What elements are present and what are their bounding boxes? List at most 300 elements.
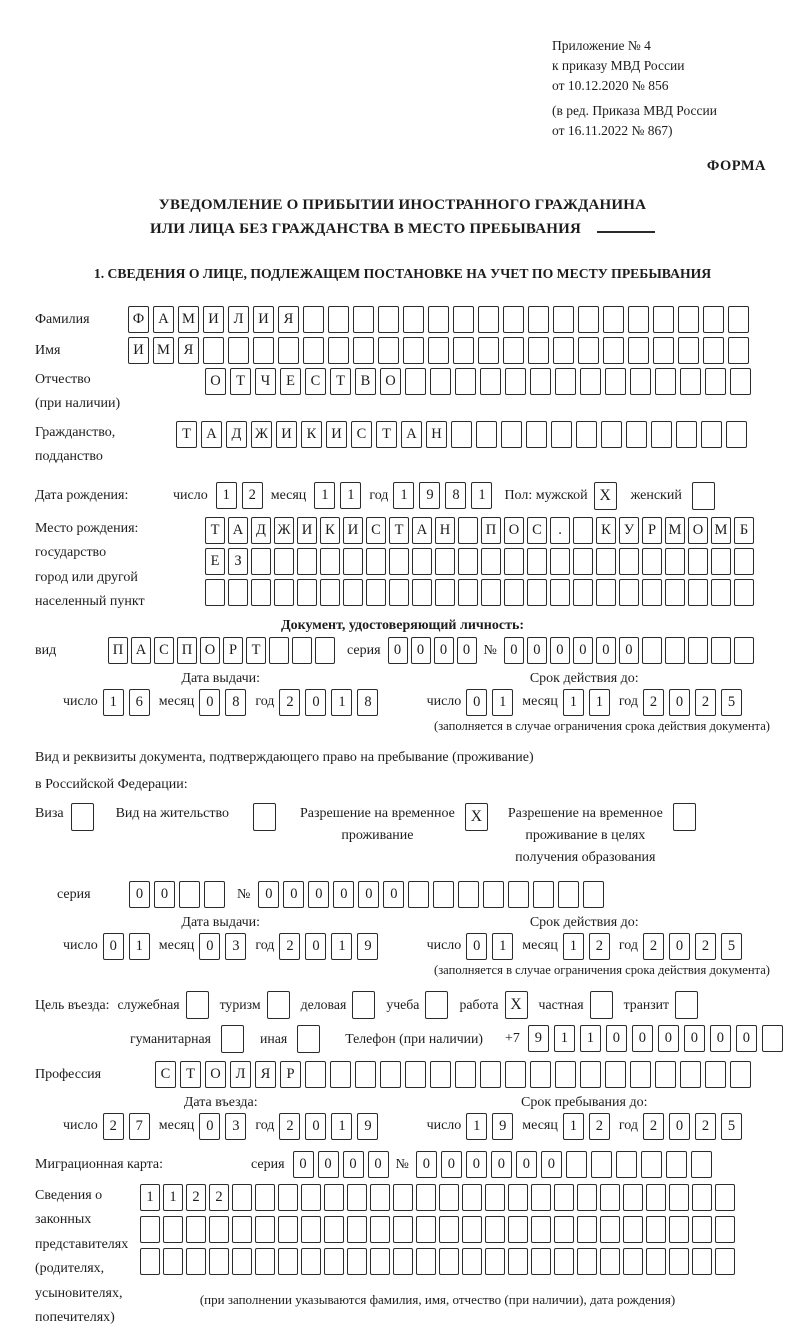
char-cell[interactable]: 0	[606, 1025, 627, 1052]
char-cell[interactable]: М	[665, 517, 685, 544]
char-cell[interactable]: 0	[658, 1025, 679, 1052]
char-cell[interactable]	[462, 1216, 482, 1243]
char-cell[interactable]: 0	[669, 689, 690, 716]
char-cell[interactable]	[555, 1061, 576, 1088]
char-cell[interactable]: А	[131, 637, 151, 664]
char-cell[interactable]	[378, 337, 399, 364]
char-cell[interactable]	[451, 421, 472, 448]
char-cell[interactable]: 0	[736, 1025, 757, 1052]
char-cell[interactable]	[353, 337, 374, 364]
char-cell[interactable]	[455, 1061, 476, 1088]
char-cell[interactable]	[665, 579, 685, 606]
char-cell[interactable]	[666, 1151, 687, 1178]
char-cell[interactable]	[301, 1216, 321, 1243]
char-cell[interactable]	[405, 1061, 426, 1088]
char-cell[interactable]: Л	[228, 306, 249, 333]
char-cell[interactable]: И	[276, 421, 297, 448]
char-cell[interactable]: 5	[721, 689, 742, 716]
char-cell[interactable]	[630, 1061, 651, 1088]
purpose-work-checkbox[interactable]: X	[505, 991, 528, 1019]
char-cell[interactable]	[554, 1216, 574, 1243]
char-cell[interactable]	[623, 1184, 643, 1211]
char-cell[interactable]: 0	[491, 1151, 512, 1178]
char-cell[interactable]	[703, 337, 724, 364]
char-cell[interactable]	[728, 337, 749, 364]
char-cell[interactable]	[628, 337, 649, 364]
char-cell[interactable]	[435, 548, 455, 575]
char-cell[interactable]	[393, 1248, 413, 1275]
char-cell[interactable]: О	[504, 517, 524, 544]
char-cell[interactable]: 0	[305, 1113, 326, 1140]
char-cell[interactable]	[370, 1184, 390, 1211]
char-cell[interactable]	[343, 579, 363, 606]
char-cell[interactable]: О	[205, 368, 226, 395]
char-cell[interactable]	[204, 881, 225, 908]
char-cell[interactable]	[347, 1248, 367, 1275]
char-cell[interactable]	[577, 1248, 597, 1275]
char-cell[interactable]	[274, 579, 294, 606]
char-cell[interactable]	[355, 1061, 376, 1088]
char-cell[interactable]: 0	[527, 637, 547, 664]
char-cell[interactable]	[692, 1216, 712, 1243]
char-cell[interactable]: М	[711, 517, 731, 544]
char-cell[interactable]	[734, 637, 754, 664]
char-cell[interactable]	[577, 1216, 597, 1243]
char-cell[interactable]	[255, 1216, 275, 1243]
char-cell[interactable]	[428, 337, 449, 364]
char-cell[interactable]: С	[351, 421, 372, 448]
char-cell[interactable]: П	[481, 517, 501, 544]
char-cell[interactable]: 0	[258, 881, 279, 908]
char-cell[interactable]	[278, 1184, 298, 1211]
char-cell[interactable]	[630, 368, 651, 395]
char-cell[interactable]	[573, 579, 593, 606]
char-cell[interactable]: 0	[669, 1113, 690, 1140]
char-cell[interactable]	[553, 306, 574, 333]
char-cell[interactable]	[533, 881, 554, 908]
char-cell[interactable]: .	[550, 517, 570, 544]
char-cell[interactable]	[527, 548, 547, 575]
char-cell[interactable]	[600, 1248, 620, 1275]
char-cell[interactable]: 0	[199, 933, 220, 960]
char-cell[interactable]: Е	[205, 548, 225, 575]
char-cell[interactable]: М	[153, 337, 174, 364]
char-cell[interactable]: Т	[176, 421, 197, 448]
char-cell[interactable]	[403, 306, 424, 333]
char-cell[interactable]	[530, 368, 551, 395]
char-cell[interactable]	[626, 421, 647, 448]
char-cell[interactable]: 2	[589, 1113, 610, 1140]
char-cell[interactable]	[232, 1216, 252, 1243]
char-cell[interactable]	[730, 368, 751, 395]
char-cell[interactable]	[328, 337, 349, 364]
char-cell[interactable]	[380, 1061, 401, 1088]
char-cell[interactable]: 8	[225, 689, 246, 716]
char-cell[interactable]: 1	[492, 933, 513, 960]
char-cell[interactable]: 0	[504, 637, 524, 664]
char-cell[interactable]	[505, 1061, 526, 1088]
char-cell[interactable]	[278, 1216, 298, 1243]
char-cell[interactable]	[605, 1061, 626, 1088]
char-cell[interactable]	[378, 306, 399, 333]
char-cell[interactable]: Т	[246, 637, 266, 664]
char-cell[interactable]	[573, 548, 593, 575]
char-cell[interactable]: Б	[734, 517, 754, 544]
char-cell[interactable]	[408, 881, 429, 908]
char-cell[interactable]	[303, 337, 324, 364]
char-cell[interactable]	[278, 1248, 298, 1275]
char-cell[interactable]: А	[201, 421, 222, 448]
char-cell[interactable]	[453, 306, 474, 333]
char-cell[interactable]	[297, 579, 317, 606]
char-cell[interactable]: Т	[389, 517, 409, 544]
char-cell[interactable]: 1	[492, 689, 513, 716]
char-cell[interactable]	[715, 1184, 735, 1211]
char-cell[interactable]	[566, 1151, 587, 1178]
char-cell[interactable]: И	[343, 517, 363, 544]
char-cell[interactable]	[403, 337, 424, 364]
char-cell[interactable]: 0	[466, 933, 487, 960]
char-cell[interactable]	[601, 421, 622, 448]
char-cell[interactable]	[531, 1184, 551, 1211]
char-cell[interactable]	[554, 1184, 574, 1211]
char-cell[interactable]	[692, 1248, 712, 1275]
char-cell[interactable]: С	[305, 368, 326, 395]
char-cell[interactable]: О	[205, 1061, 226, 1088]
char-cell[interactable]: С	[155, 1061, 176, 1088]
char-cell[interactable]	[274, 548, 294, 575]
char-cell[interactable]	[320, 579, 340, 606]
char-cell[interactable]: 2	[643, 933, 664, 960]
purpose-other-checkbox[interactable]	[297, 1025, 320, 1053]
char-cell[interactable]: Н	[426, 421, 447, 448]
char-cell[interactable]: А	[412, 517, 432, 544]
char-cell[interactable]	[428, 306, 449, 333]
char-cell[interactable]: Ж	[274, 517, 294, 544]
char-cell[interactable]: 0	[710, 1025, 731, 1052]
char-cell[interactable]: Я	[278, 306, 299, 333]
char-cell[interactable]: 8	[445, 482, 466, 509]
char-cell[interactable]	[483, 881, 504, 908]
char-cell[interactable]	[501, 421, 522, 448]
char-cell[interactable]	[642, 548, 662, 575]
char-cell[interactable]	[458, 881, 479, 908]
char-cell[interactable]	[600, 1184, 620, 1211]
char-cell[interactable]	[347, 1216, 367, 1243]
char-cell[interactable]	[558, 881, 579, 908]
char-cell[interactable]	[655, 368, 676, 395]
char-cell[interactable]	[462, 1184, 482, 1211]
char-cell[interactable]	[504, 548, 524, 575]
char-cell[interactable]	[209, 1248, 229, 1275]
char-cell[interactable]	[430, 368, 451, 395]
char-cell[interactable]: Т	[376, 421, 397, 448]
char-cell[interactable]: 1	[563, 689, 584, 716]
char-cell[interactable]	[343, 548, 363, 575]
char-cell[interactable]	[528, 337, 549, 364]
char-cell[interactable]: И	[253, 306, 274, 333]
char-cell[interactable]	[703, 306, 724, 333]
char-cell[interactable]	[439, 1184, 459, 1211]
char-cell[interactable]: Ч	[255, 368, 276, 395]
purpose-official-checkbox[interactable]	[186, 991, 209, 1019]
char-cell[interactable]: И	[128, 337, 149, 364]
char-cell[interactable]	[623, 1248, 643, 1275]
char-cell[interactable]: В	[355, 368, 376, 395]
char-cell[interactable]	[458, 579, 478, 606]
char-cell[interactable]	[228, 579, 248, 606]
char-cell[interactable]	[530, 1061, 551, 1088]
char-cell[interactable]: 1	[331, 689, 352, 716]
char-cell[interactable]: 0	[129, 881, 150, 908]
char-cell[interactable]	[678, 337, 699, 364]
char-cell[interactable]	[728, 306, 749, 333]
char-cell[interactable]	[315, 637, 335, 664]
char-cell[interactable]	[163, 1216, 183, 1243]
char-cell[interactable]	[646, 1184, 666, 1211]
char-cell[interactable]: 0	[416, 1151, 437, 1178]
char-cell[interactable]	[577, 1184, 597, 1211]
char-cell[interactable]: 1	[589, 689, 610, 716]
char-cell[interactable]	[347, 1184, 367, 1211]
char-cell[interactable]: 1	[563, 933, 584, 960]
char-cell[interactable]: И	[326, 421, 347, 448]
char-cell[interactable]: И	[297, 517, 317, 544]
char-cell[interactable]	[462, 1248, 482, 1275]
char-cell[interactable]	[324, 1216, 344, 1243]
purpose-private-checkbox[interactable]	[590, 991, 613, 1019]
char-cell[interactable]	[580, 368, 601, 395]
char-cell[interactable]	[179, 881, 200, 908]
char-cell[interactable]: 9	[492, 1113, 513, 1140]
char-cell[interactable]	[416, 1216, 436, 1243]
char-cell[interactable]: 0	[466, 689, 487, 716]
char-cell[interactable]	[688, 579, 708, 606]
char-cell[interactable]	[481, 579, 501, 606]
char-cell[interactable]	[412, 548, 432, 575]
visa-checkbox[interactable]	[71, 803, 94, 831]
char-cell[interactable]	[205, 579, 225, 606]
char-cell[interactable]: 7	[129, 1113, 150, 1140]
char-cell[interactable]	[553, 337, 574, 364]
char-cell[interactable]	[485, 1248, 505, 1275]
char-cell[interactable]: 2	[695, 1113, 716, 1140]
char-cell[interactable]: 0	[388, 637, 408, 664]
char-cell[interactable]: У	[619, 517, 639, 544]
char-cell[interactable]: Р	[223, 637, 243, 664]
char-cell[interactable]	[711, 548, 731, 575]
char-cell[interactable]	[481, 548, 501, 575]
char-cell[interactable]	[163, 1248, 183, 1275]
char-cell[interactable]	[301, 1248, 321, 1275]
char-cell[interactable]	[416, 1248, 436, 1275]
char-cell[interactable]	[653, 306, 674, 333]
char-cell[interactable]	[580, 1061, 601, 1088]
char-cell[interactable]	[232, 1184, 252, 1211]
char-cell[interactable]	[669, 1216, 689, 1243]
char-cell[interactable]: 1	[163, 1184, 183, 1211]
char-cell[interactable]: 1	[340, 482, 361, 509]
char-cell[interactable]	[576, 421, 597, 448]
char-cell[interactable]: Д	[226, 421, 247, 448]
char-cell[interactable]	[480, 368, 501, 395]
char-cell[interactable]	[651, 421, 672, 448]
char-cell[interactable]	[186, 1248, 206, 1275]
char-cell[interactable]	[628, 306, 649, 333]
char-cell[interactable]	[554, 1248, 574, 1275]
char-cell[interactable]: 2	[242, 482, 263, 509]
char-cell[interactable]: К	[596, 517, 616, 544]
char-cell[interactable]	[504, 579, 524, 606]
char-cell[interactable]	[269, 637, 289, 664]
char-cell[interactable]	[680, 368, 701, 395]
purpose-humanitarian-checkbox[interactable]	[221, 1025, 244, 1053]
char-cell[interactable]	[715, 1216, 735, 1243]
char-cell[interactable]	[734, 579, 754, 606]
char-cell[interactable]	[508, 881, 529, 908]
char-cell[interactable]: С	[366, 517, 386, 544]
char-cell[interactable]	[393, 1184, 413, 1211]
char-cell[interactable]: 0	[305, 689, 326, 716]
char-cell[interactable]: 9	[528, 1025, 549, 1052]
char-cell[interactable]	[503, 337, 524, 364]
char-cell[interactable]	[596, 548, 616, 575]
char-cell[interactable]	[550, 548, 570, 575]
char-cell[interactable]: 0	[516, 1151, 537, 1178]
char-cell[interactable]	[665, 548, 685, 575]
char-cell[interactable]	[711, 579, 731, 606]
char-cell[interactable]	[531, 1216, 551, 1243]
char-cell[interactable]: П	[108, 637, 128, 664]
char-cell[interactable]	[583, 881, 604, 908]
char-cell[interactable]: Л	[230, 1061, 251, 1088]
char-cell[interactable]: Н	[435, 517, 455, 544]
char-cell[interactable]	[642, 637, 662, 664]
char-cell[interactable]	[508, 1184, 528, 1211]
char-cell[interactable]	[370, 1216, 390, 1243]
char-cell[interactable]	[389, 548, 409, 575]
char-cell[interactable]	[297, 548, 317, 575]
char-cell[interactable]	[366, 579, 386, 606]
char-cell[interactable]	[412, 579, 432, 606]
char-cell[interactable]	[405, 368, 426, 395]
char-cell[interactable]	[251, 548, 271, 575]
char-cell[interactable]	[476, 421, 497, 448]
char-cell[interactable]: А	[228, 517, 248, 544]
char-cell[interactable]	[292, 637, 312, 664]
char-cell[interactable]	[676, 421, 697, 448]
char-cell[interactable]: 8	[357, 689, 378, 716]
char-cell[interactable]	[393, 1216, 413, 1243]
char-cell[interactable]: 0	[199, 689, 220, 716]
char-cell[interactable]: Т	[180, 1061, 201, 1088]
char-cell[interactable]: 9	[419, 482, 440, 509]
char-cell[interactable]	[578, 306, 599, 333]
char-cell[interactable]: З	[228, 548, 248, 575]
char-cell[interactable]: О	[380, 368, 401, 395]
char-cell[interactable]	[253, 337, 274, 364]
char-cell[interactable]	[330, 1061, 351, 1088]
char-cell[interactable]	[478, 337, 499, 364]
char-cell[interactable]	[370, 1248, 390, 1275]
char-cell[interactable]: Т	[330, 368, 351, 395]
char-cell[interactable]: 0	[596, 637, 616, 664]
char-cell[interactable]	[433, 881, 454, 908]
char-cell[interactable]	[140, 1248, 160, 1275]
char-cell[interactable]	[531, 1248, 551, 1275]
char-cell[interactable]	[503, 306, 524, 333]
char-cell[interactable]: П	[177, 637, 197, 664]
char-cell[interactable]	[550, 579, 570, 606]
char-cell[interactable]	[653, 337, 674, 364]
char-cell[interactable]	[578, 337, 599, 364]
char-cell[interactable]	[646, 1216, 666, 1243]
char-cell[interactable]: К	[320, 517, 340, 544]
char-cell[interactable]	[642, 579, 662, 606]
char-cell[interactable]	[688, 637, 708, 664]
char-cell[interactable]: И	[203, 306, 224, 333]
char-cell[interactable]: Я	[178, 337, 199, 364]
char-cell[interactable]	[439, 1248, 459, 1275]
char-cell[interactable]: Д	[251, 517, 271, 544]
sex-male-checkbox[interactable]: X	[594, 482, 617, 510]
char-cell[interactable]	[551, 421, 572, 448]
char-cell[interactable]	[389, 579, 409, 606]
char-cell[interactable]: 2	[279, 933, 300, 960]
char-cell[interactable]: 1	[393, 482, 414, 509]
char-cell[interactable]	[692, 1184, 712, 1211]
char-cell[interactable]: 0	[632, 1025, 653, 1052]
char-cell[interactable]	[508, 1248, 528, 1275]
char-cell[interactable]: Р	[280, 1061, 301, 1088]
char-cell[interactable]	[480, 1061, 501, 1088]
char-cell[interactable]	[669, 1248, 689, 1275]
char-cell[interactable]: 5	[721, 1113, 742, 1140]
char-cell[interactable]	[324, 1184, 344, 1211]
char-cell[interactable]	[305, 1061, 326, 1088]
char-cell[interactable]: 1	[314, 482, 335, 509]
char-cell[interactable]: 2	[695, 689, 716, 716]
char-cell[interactable]: 1	[129, 933, 150, 960]
char-cell[interactable]: 2	[643, 689, 664, 716]
char-cell[interactable]	[600, 1216, 620, 1243]
char-cell[interactable]	[688, 548, 708, 575]
char-cell[interactable]: 2	[209, 1184, 229, 1211]
char-cell[interactable]	[320, 548, 340, 575]
char-cell[interactable]: 9	[357, 933, 378, 960]
char-cell[interactable]: 0	[383, 881, 404, 908]
char-cell[interactable]: 0	[541, 1151, 562, 1178]
char-cell[interactable]	[366, 548, 386, 575]
char-cell[interactable]	[680, 1061, 701, 1088]
char-cell[interactable]	[505, 368, 526, 395]
char-cell[interactable]	[209, 1216, 229, 1243]
char-cell[interactable]	[591, 1151, 612, 1178]
char-cell[interactable]	[711, 637, 731, 664]
char-cell[interactable]: 0	[550, 637, 570, 664]
residence-permit-checkbox[interactable]	[253, 803, 276, 831]
char-cell[interactable]	[485, 1216, 505, 1243]
char-cell[interactable]	[203, 337, 224, 364]
char-cell[interactable]	[455, 368, 476, 395]
char-cell[interactable]: Я	[255, 1061, 276, 1088]
char-cell[interactable]	[416, 1184, 436, 1211]
char-cell[interactable]	[646, 1248, 666, 1275]
char-cell[interactable]	[508, 1216, 528, 1243]
char-cell[interactable]: 0	[305, 933, 326, 960]
char-cell[interactable]	[458, 517, 478, 544]
edu-residence-checkbox[interactable]	[673, 803, 696, 831]
